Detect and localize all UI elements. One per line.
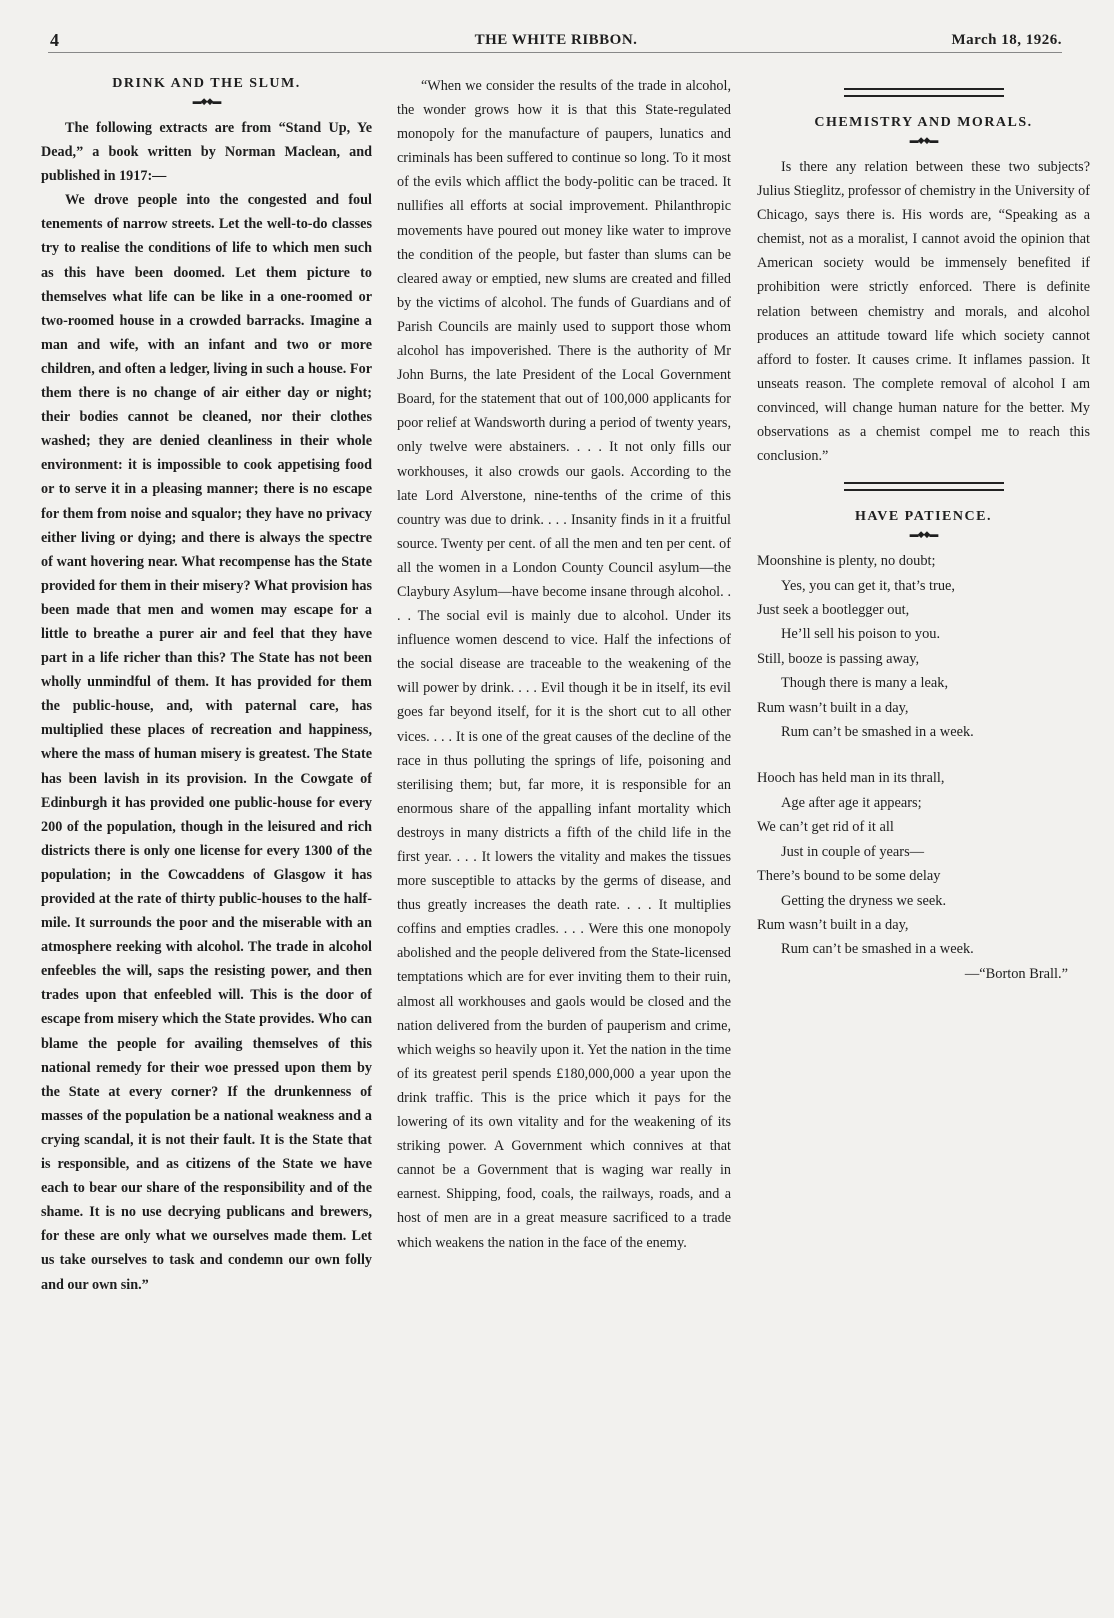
title-ornament: ▬◆◆▬ xyxy=(909,529,938,540)
poem-line: He’ll sell his poison to you. xyxy=(781,626,941,643)
page-header xyxy=(50,30,1062,58)
poem-line: Rum can’t be smashed in a week. xyxy=(781,941,974,958)
poem-line: There’s bound to be some delay xyxy=(757,868,941,885)
section-divider xyxy=(844,88,1004,97)
section-divider xyxy=(844,482,1004,491)
column-2 xyxy=(397,74,731,1614)
poem-line: Moonshine is plenty, no doubt; xyxy=(757,553,936,570)
article-paragraph: Is there any relation between these two subjects? Julius Stieglitz, professor of chemistry in the University of Chicago, says there is. His words are, “Speaking as a chemist, not as a moralist, I cannot avoid the opinion that American society would be immensely benefited if prohibition were strictly enforced. There is definite relation between chemistry and morals, and alcohol produces an attitude toward life which society cannot afford to foster. It causes crime. It inflames passion. It unseats reason. The complete removal of alcohol I am convinced, will change human nature for the better. My observations as a chemist compel me to reach this conclusion.” xyxy=(757,159,1090,465)
article-intro: The following extracts are from “Stand Up, Ye Dead,” a book written by Norman Maclean, and published in 1917:— xyxy=(41,120,372,185)
poem-signature: —“Borton Brall.” xyxy=(964,965,1068,982)
poem-line: Just in couple of years— xyxy=(781,843,925,860)
issue-date: March 18, 1926. xyxy=(951,32,1062,48)
article-paragraph: “When we consider the results of the trade in alcohol, the wonder grows how it is that this State-regulated monopoly for the manufacture of paupers, lunatics and criminals has been suffered to continue so long. To it most of the evils which afflict the body-politic can be traced. It nullifies all efforts at social improvement. Philanthropic movements have poured out money like water to improve the condition of the people, but faster than slums can be cleared away or emptied, new slums are created and filled by the victims of alcohol. The funds of Guardians and of Parish Councils are mainly used to support those whom alcohol has impoverished. There is the authority of Mr John Burns, the late President of the Local Government Board, for the statement that out of 100,000 applicants for poor relief at Wandsworth during a period of twenty years, only twelve were abstainers. . . . It not only fills our workhouses, it also crowds our gaols. According to the late Lord Alverstone, nine-tenths of the crime of this country was due to drink. . . . Insanity finds in it a fruitful source. Twenty per cent. of all the men and ten per cent. of all the women in a London County Council asylum—the Claybury Asylum—have become insane through alcohol. . . . The social evil is mainly due to alcohol. Under its influence women descend to vice. Half the infections of the social disease are traceable to the weakening of the will power by drink. . . . Evil though it be in itself, its evil goes far beyond itself, for it is the short cut to all other vices. . . . It is one of the great causes of the decline of the race in thus polluting the springs of life, poisoning and sterilising them; but, far more, it is responsible for an enormous share of the appalling infant mortality which destroys in many districts a fifth of the child life in the first year. . . . It lowers the vitality and makes the tissues more susceptible to attacks by the germs of disease, and thus greatly increases the death rate. . . . It multiplies coffins and empties cradles. . . . Were this one monopoly abolished and the people delivered from the State-licensed temptations which are for ever inviting them to their ruin, almost all workhouses and gaols would be closed and the nation delivered from the burden of pauperism and crime, which weighs so heavily upon it. Yet the nation in the time of its greatest peril spends £180,000,000 a year upon the drink traffic. This is the price which it pays for the lowering of its own vitality and for the weakening of its striking power. A Government which connives at that cannot be a Government that is waging war really in earnest. Shipping, food, coals, the railways, roads, and a host of men are in a great measure sacrificed to a trade which weakens the nation in the face of the enemy. xyxy=(397,78,731,1251)
poem-title: HAVE PATIENCE. xyxy=(855,509,992,525)
poem-line: Hooch has held man in its thrall, xyxy=(757,770,945,787)
poem-line: We can’t get rid of it all xyxy=(757,819,894,836)
title-ornament: ▬◆◆▬ xyxy=(192,96,221,106)
newspaper-title: THE WHITE RIBBON. xyxy=(474,32,638,48)
article-title: CHEMISTRY AND MORALS. xyxy=(814,115,1033,130)
title-ornament: ▬◆◆▬ xyxy=(909,135,938,145)
poem-line: Still, booze is passing away, xyxy=(757,650,920,667)
article-continuation xyxy=(397,74,731,1255)
poem-stanza xyxy=(757,766,1090,961)
header-rule xyxy=(48,52,1062,53)
article-paragraph: We drove people into the congested and foul tenements of narrow streets. Let the well-to-do classes try to realise the conditions of life to which men such as this have been doomed. Let them picture to themselves what life can be like in a one-roomed or two-roomed house in a crowded barracks. Imagine a man and wife, with an infant and two or more children, and often a ledger, living in such a house. For them there is no change of air either day or night; their bodies cannot be cleaned, nor their clothes washed; they are denied cleanliness in their whole environment: it is impossible to cook appetising food or to serve it in a pleasing manner; there is no escape for them from noise and squalor; they have no privacy either living or dying; and there is always the spectre of want hovering near. What recompense has the State provided for them in their misery? What provision has been made that men and women may escape for a little to breathe a purer air and feel that they have part in a life richer than this? The State has not been wholly unmindful of them. It has provided for them the public-house, and, with paternal care, has multiplied these places of recreation and happiness, where the mass of human misery is greatest. The State has been lavish in its provision. In the Cowgate of Edinburgh it has provided one public-house for every 200 of the population, though in the leisured and rich districts there is only one license for every 1300 of the population; in the Cowcaddens of Glasgow it has provided at the rate of thirty public-houses to the half-mile. It surrounds the poor and the miserable with an atmosphere reeking with alcohol. The trade in alcohol enfeebles the will, saps the resisting power, and then trades upon that enfeebled will. This is the door of escape from misery which the State provides. Who can blame the people for availing themselves of this national remedy for their woe pressed upon them by the State at every corner? If the drunkenness of masses of the population be a national weakness and a crying scandal, it is not their fault. It is the State that is responsible, and as citizens of the State we have each to bear our share of the responsibility and of the shame. It is no use decrying publicans and brewers, for these are only what we ourselves made them. Let us take ourselves to task and condemn our own folly and our own sin.” xyxy=(41,192,372,1293)
poem-stanza xyxy=(757,549,1090,744)
column-3 xyxy=(757,74,1090,1614)
poem-line: Just seek a bootlegger out, xyxy=(757,602,910,619)
poem-line: Age after age it appears; xyxy=(781,794,922,811)
page-number: 4 xyxy=(50,30,60,50)
poem-line: Yes, you can get it, that’s true, xyxy=(781,577,956,594)
poem-line: Rum wasn’t built in a day, xyxy=(757,699,909,716)
column-1 xyxy=(41,74,372,1614)
article-title: DRINK AND THE SLUM. xyxy=(112,76,301,91)
poem-line: Rum can’t be smashed in a week. xyxy=(781,724,974,741)
poem-line: Getting the dryness we seek. xyxy=(781,892,947,909)
poem-line: Though there is many a leak, xyxy=(781,675,949,692)
poem xyxy=(757,549,1090,986)
poem-line: Rum wasn’t built in a day, xyxy=(757,916,909,933)
